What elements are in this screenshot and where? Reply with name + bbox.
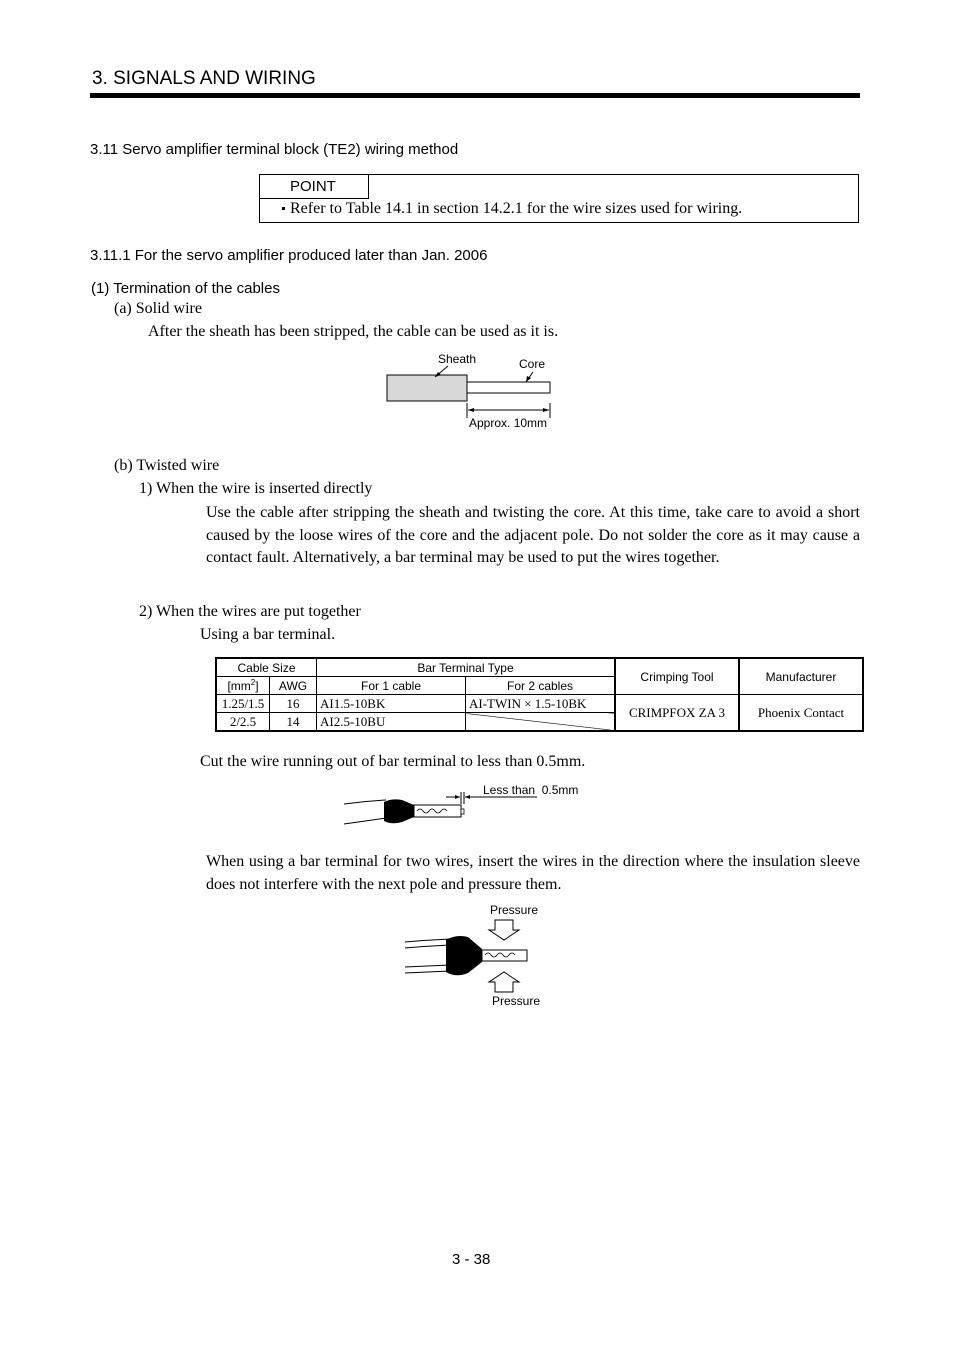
row-for2-na <box>466 713 616 732</box>
item1-title: (1) Termination of the cables <box>91 280 280 297</box>
header-mm2: $[mm^2]$ <box>216 677 270 695</box>
pressure-top-arrow-icon <box>489 920 519 940</box>
header-rule <box>90 93 860 98</box>
row-awg: 14 <box>270 713 317 732</box>
core-label: Core <box>519 357 546 371</box>
row-mm2: 1.25/1.5 <box>216 695 270 713</box>
header-for-1-cable: For 1 cable <box>317 677 466 695</box>
pressure-figure <box>400 900 560 1012</box>
dim-arrow-right-icon <box>543 408 549 412</box>
insulation-sleeve <box>446 936 482 975</box>
point-label: POINT <box>260 175 369 199</box>
table-row <box>216 695 863 713</box>
header-bar-terminal-type: Bar Terminal Type <box>317 658 616 677</box>
item-b-title: (b) Twisted wire <box>114 457 220 474</box>
section-title: 3.11 Servo amplifier terminal block (TE2) wiring method <box>90 141 459 158</box>
insulation-sleeve <box>384 799 414 823</box>
header-for-2-cables: For 2 cables <box>466 677 616 695</box>
item-b2-title: 2) When the wires are put together <box>139 603 361 620</box>
point-text: Refer to Table 14.1 in section 14.2.1 for the wire sizes used for wiring. <box>290 200 743 217</box>
row-mm2: 2/2.5 <box>216 713 270 732</box>
header-title: 3. SIGNALS AND WIRING <box>92 68 316 89</box>
crimping-tool-value: CRIMPFOX ZA 3 <box>615 695 739 732</box>
pressure-top-label: Pressure <box>490 903 539 917</box>
wire-line-bottom <box>344 818 386 824</box>
wire-line-1 <box>405 939 450 942</box>
core-arrow-icon <box>526 376 531 382</box>
solid-wire-figure <box>380 348 580 438</box>
dim-arrow-right-icon <box>465 795 470 799</box>
dim-arrow-left-icon <box>455 795 460 799</box>
bullet-icon <box>282 207 285 210</box>
cut-text: Cut the wire running out of bar terminal to less than 0.5mm. <box>200 753 586 770</box>
row-for2: AI-TWIN × 1.5-10BK <box>466 695 616 713</box>
item-b1-text: Use the cable after stripping the sheath and twisting the core. At this time, take care to avoid a short caused by the loose wires of the core and the adjacent pole. Do not solder the core as it may cause a contact fault. Alternatively, a bar terminal may be used to put the wires together. <box>206 504 860 567</box>
dim-arrow-left-icon <box>468 408 474 412</box>
wire-line-top <box>344 800 386 804</box>
bar-terminal-table <box>215 657 864 732</box>
bar-terminal-figure <box>340 780 600 830</box>
row-for1: AI1.5-10BK <box>317 695 466 713</box>
protruding-wire <box>461 809 464 814</box>
item-a-title: (a) Solid wire <box>114 300 202 317</box>
less-than-label: Less than 0.5mm <box>483 783 579 797</box>
row-for1: AI2.5-10BU <box>317 713 466 732</box>
header-manufacturer: Manufacturer <box>739 658 863 695</box>
page-number: 3 - 38 <box>452 1251 491 1268</box>
wire-line-4 <box>405 971 450 973</box>
length-label: Approx. 10mm <box>469 416 548 430</box>
item-b1-title: 1) When the wire is inserted directly <box>139 480 373 497</box>
pressure-bottom-label: Pressure <box>492 994 541 1008</box>
wire-line-3 <box>405 965 450 967</box>
item-a-text: After the sheath has been stripped, the cable can be used as it is. <box>148 323 559 340</box>
item-b2-text: Using a bar terminal. <box>200 626 336 643</box>
header-awg: AWG <box>270 677 317 695</box>
ferrule-tube <box>414 805 461 817</box>
subsection-title: 3.11.1 For the servo amplifier produced later than Jan. 2006 <box>90 247 488 264</box>
sheath-label: Sheath <box>438 352 477 366</box>
header-cable-size: Cable Size <box>216 658 317 677</box>
header-crimping-tool: Crimping Tool <box>615 658 739 695</box>
ferrule-tube <box>482 950 527 961</box>
point-box <box>259 174 859 223</box>
wire-line-2 <box>405 945 450 948</box>
sheath-shape <box>387 375 467 401</box>
manufacturer-value: Phoenix Contact <box>739 695 863 732</box>
row-awg: 16 <box>270 695 317 713</box>
two-wire-text: When using a bar terminal for two wires, insert the wires in the direction where the insulation sleeve does not interfere with the next pole and pressure them. <box>206 853 860 893</box>
pressure-bottom-arrow-icon <box>489 972 519 992</box>
core-shape <box>467 382 550 393</box>
